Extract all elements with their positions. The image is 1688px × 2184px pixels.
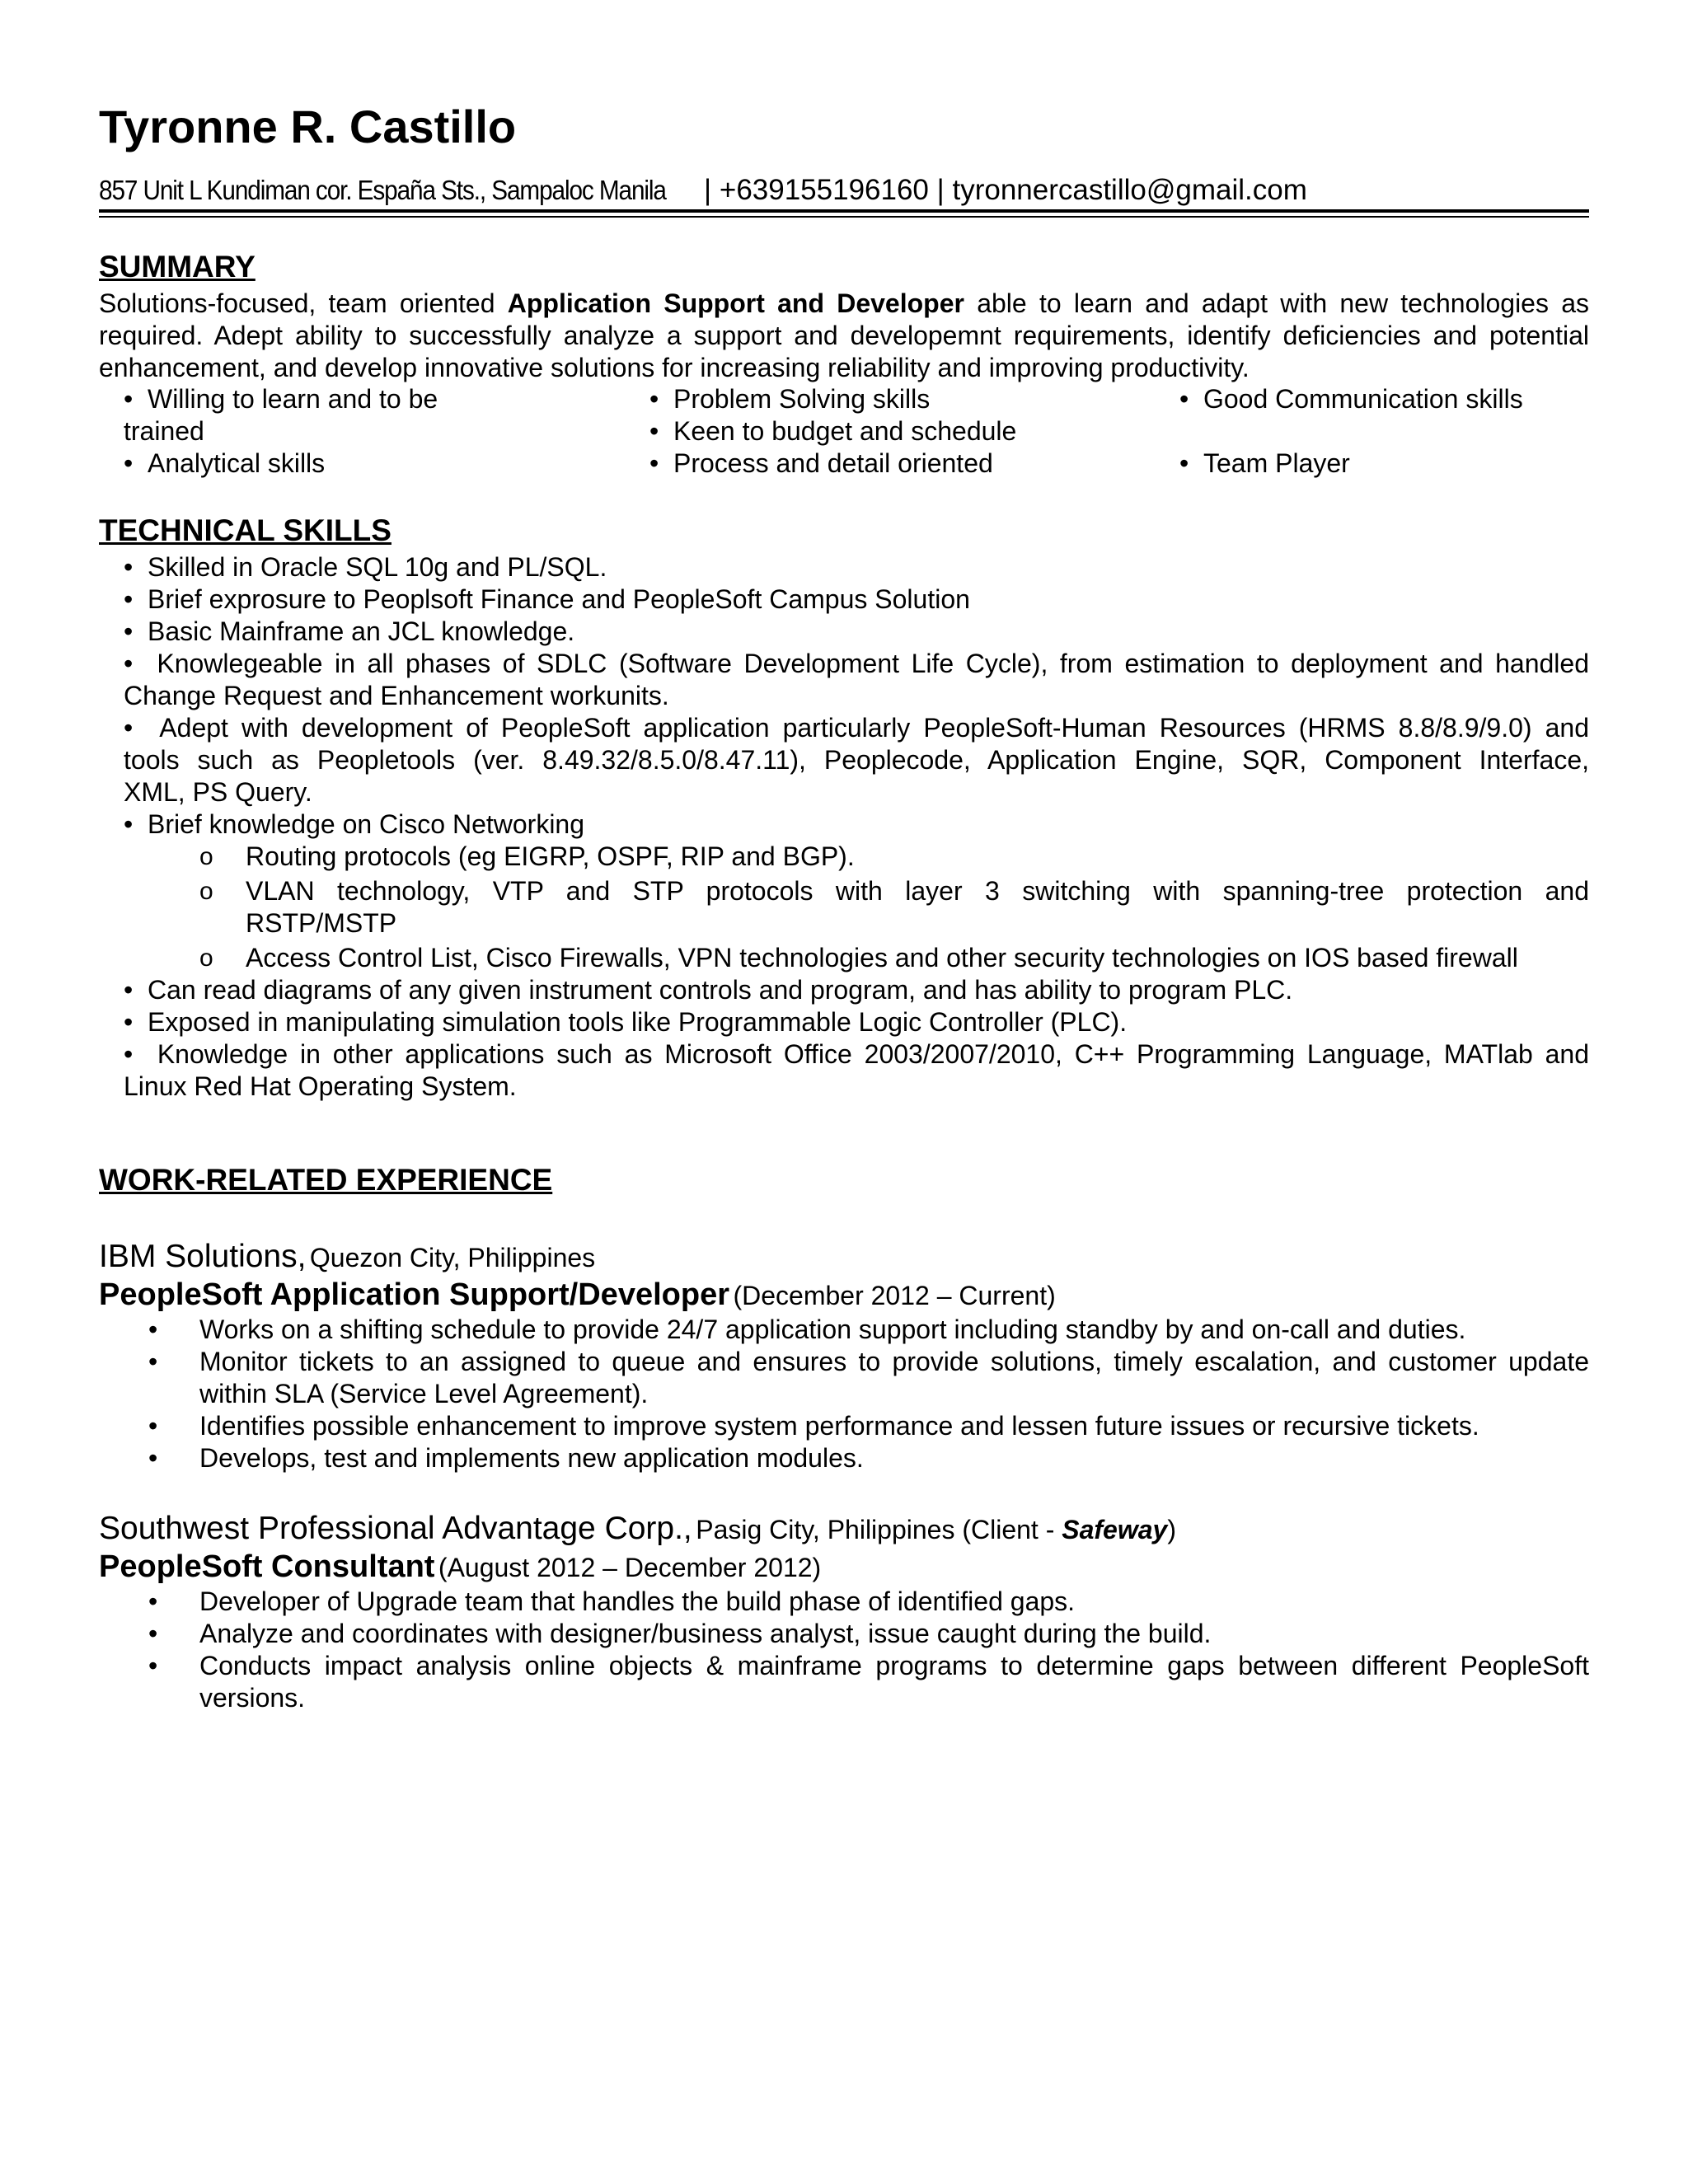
sub-list-marker: o (199, 843, 213, 870)
bullet-marker: • (148, 1411, 158, 1441)
list-item: Develops, test and implements new application modules. (199, 1443, 864, 1473)
list-item: • Team Player (1179, 448, 1350, 478)
list-item: • Good Communication skills (1179, 384, 1523, 414)
list-item: • Knowledge in other applications such as Microsoft Office 2003/2007/2010, C++ Programming Language, MATlab and (124, 1039, 1589, 1069)
list-item: • Process and detail oriented (649, 448, 993, 478)
list-item-continued: Change Request and Enhancement workunits. (124, 681, 669, 710)
list-item: • Can read diagrams of any given instrument controls and program, and has ability to program PLC. (124, 975, 1293, 1005)
bullet-marker: • (148, 1443, 158, 1473)
list-item: • Knowlegeable in all phases of SDLC (Software Development Life Cycle), from estimation to deployment and handled (124, 649, 1589, 678)
list-item: • Skilled in Oracle SQL 10g and PL/SQL. (124, 552, 607, 582)
candidate-name: Tyronne R. Castillo (99, 101, 517, 152)
bullet-marker: • (148, 1586, 158, 1616)
list-item-continued: within SLA (Service Level Agreement). (199, 1379, 649, 1408)
client-name: Safeway (1062, 1515, 1168, 1544)
separator: | (704, 174, 712, 206)
sub-list-marker: o (199, 944, 213, 972)
header-divider-thick (99, 209, 1589, 213)
sub-list-item: VLAN technology, VTP and STP protocols with layer 3 switching with spanning-tree protection and (246, 876, 1589, 906)
sub-list-item: Routing protocols (eg EIGRP, OSPF, RIP and BGP). (246, 841, 855, 871)
summary-intro-after: able to learn and adapt with new technologies as required. Adept ability to successfully analyze a support and developemnt requirements, identify deficiencies and potential enhancement, and develop innovative solutions for increasing reliability and improving productivity. (99, 288, 1590, 382)
bullet-marker: • (148, 1347, 158, 1376)
bullet-marker: • (148, 1651, 158, 1680)
list-item: Monitor tickets to an assigned to queue and ensures to provide solutions, timely escalation, and customer update (199, 1347, 1589, 1376)
list-item: • Exposed in manipulating simulation tools like Programmable Logic Controller (PLC). (124, 1007, 1128, 1037)
company-name: IBM Solutions, (99, 1239, 307, 1274)
sub-list-item-continued: RSTP/MSTP (246, 908, 397, 938)
address: 857 Unit L Kundiman cor. España Sts., Sampaloc Manila (99, 175, 666, 205)
list-item: Analyze and coordinates with designer/business analyst, issue caught during the build. (199, 1619, 1212, 1648)
list-item-continued: versions. (199, 1683, 306, 1713)
list-item: • Willing to learn and to be (124, 384, 438, 414)
job-title: PeopleSoft Application Support/Developer (99, 1277, 729, 1312)
job-dates: (August 2012 – December 2012) (438, 1553, 822, 1582)
phone: +639155196160 (719, 174, 929, 206)
list-item-continued: tools such as Peopletools (ver. 8.49.32/8.5.0/8.47.11), Peoplecode, Application Engine, SQR, Component Interface, (124, 745, 1589, 775)
company-location: Quezon City, Philippines (309, 1243, 596, 1272)
list-item-continued: XML, PS Query. (124, 777, 312, 807)
list-item: • Basic Mainframe an JCL knowledge. (124, 616, 575, 646)
list-item: • Analytical skills (124, 448, 326, 478)
sub-list-item: Access Control List, Cisco Firewalls, VPN technologies and other security technologies on IOS based firewall (246, 943, 1518, 972)
company-location-end: ) (1167, 1515, 1176, 1544)
bullet-marker: • (148, 1619, 158, 1648)
summary-paragraph (99, 288, 1589, 384)
list-item: • Problem Solving skills (649, 384, 931, 414)
list-item: Identifies possible enhancement to improve system performance and lessen future issues or recursive tickets. (199, 1411, 1479, 1441)
company-name: Southwest Professional Advantage Corp., (99, 1511, 692, 1546)
list-item: • Brief exprosure to Peoplsoft Finance and PeopleSoft Campus Solution (124, 584, 970, 614)
summary-intro-bold: Application Support and Developer (507, 288, 964, 318)
experience-heading: WORK-RELATED EXPERIENCE (99, 1163, 553, 1197)
list-item-continued: trained (124, 416, 204, 446)
list-item-continued: Linux Red Hat Operating System. (124, 1071, 517, 1101)
bullet-marker: • (148, 1315, 158, 1344)
list-item: Conducts impact analysis online objects & mainframe programs to determine gaps between different PeopleSoft (199, 1651, 1589, 1680)
sub-list-marker: o (199, 878, 213, 905)
company-location: Pasig City, Philippines (Client - (696, 1515, 1062, 1544)
email: tyronnercastillo@gmail.com (952, 174, 1307, 206)
technical-skills-heading: TECHNICAL SKILLS (99, 513, 392, 547)
job-title: PeopleSoft Consultant (99, 1549, 435, 1584)
list-item: Works on a shifting schedule to provide 24/7 application support including standby by and on-call and duties. (199, 1315, 1466, 1344)
header-divider-thin (99, 216, 1589, 218)
list-item: • Brief knowledge on Cisco Networking (124, 809, 585, 839)
summary-heading: SUMMARY (99, 250, 256, 284)
job-dates: (December 2012 – Current) (733, 1281, 1056, 1310)
separator: | (936, 174, 945, 206)
list-item: • Adept with development of PeopleSoft application particularly PeopleSoft-Human Resources (HRMS 8.8/8.9/9.0) and (124, 713, 1589, 743)
contact-line (99, 171, 1307, 209)
summary-intro-before: Solutions-focused, team oriented (99, 288, 508, 318)
list-item: Developer of Upgrade team that handles the build phase of identified gaps. (199, 1586, 1076, 1616)
list-item: • Keen to budget and schedule (649, 416, 1017, 446)
resume-page (99, 0, 1589, 2184)
